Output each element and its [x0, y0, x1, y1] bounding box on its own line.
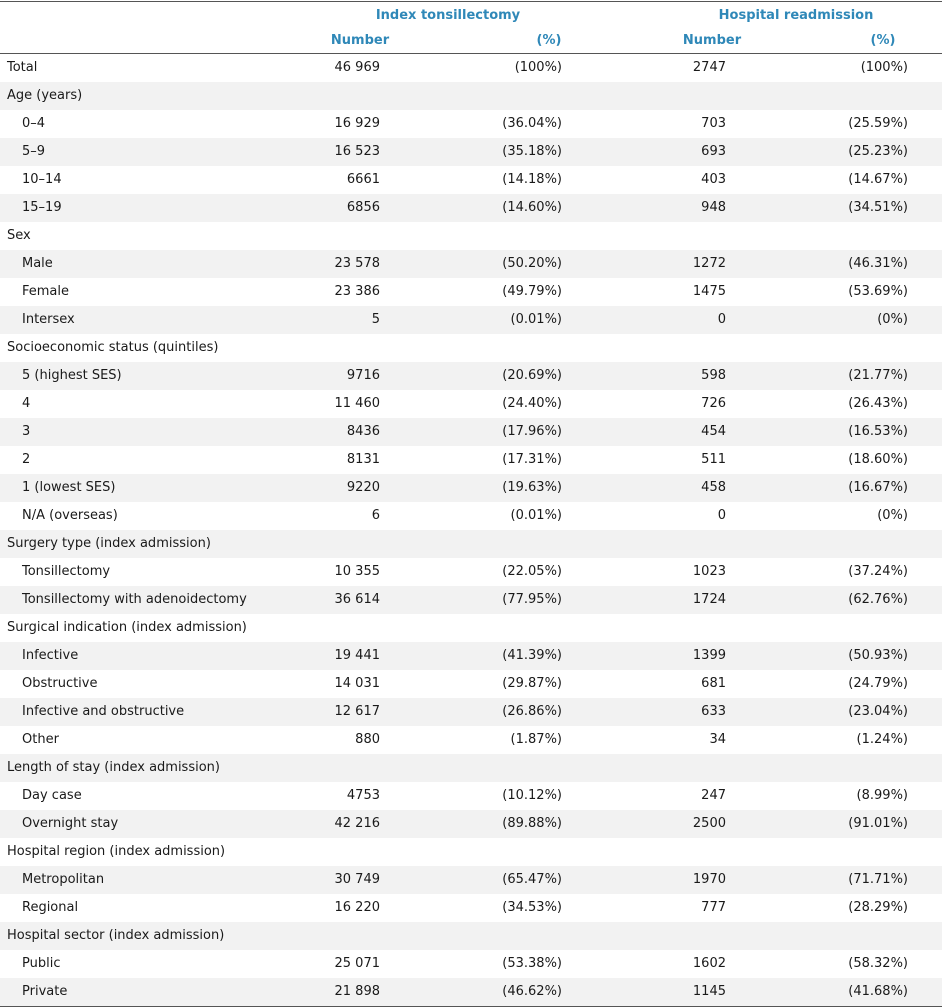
column-header-pct-2: (%)	[870, 33, 896, 48]
table-row	[0, 670, 942, 698]
index-number-cell: 16 523	[334, 144, 380, 159]
readmission-percent-cell: (0%)	[877, 312, 908, 327]
table-body	[0, 54, 942, 1006]
row-label: Female	[22, 284, 70, 299]
readmission-number-cell: 1970	[692, 872, 726, 887]
index-percent-cell: (50.20%)	[502, 256, 562, 271]
table-row	[0, 894, 942, 922]
readmission-number-cell: 1475	[692, 284, 726, 299]
index-percent-cell: (100%)	[514, 60, 562, 75]
row-label: Total	[7, 60, 38, 75]
row-label: Infective and obstructive	[22, 704, 185, 719]
readmission-number-cell: 1145	[692, 984, 726, 999]
readmission-percent-cell: (100%)	[860, 60, 908, 75]
row-label: Other	[22, 732, 59, 747]
readmission-number-cell: 2747	[692, 60, 726, 75]
readmission-percent-cell: (58.32%)	[848, 956, 908, 971]
readmission-percent-cell: (21.77%)	[848, 368, 908, 383]
index-percent-cell: (36.04%)	[502, 116, 562, 131]
table-row	[0, 418, 942, 446]
index-number-cell: 11 460	[334, 396, 380, 411]
category-label: Surgical indication (index admission)	[7, 620, 247, 635]
readmission-percent-cell: (50.93%)	[848, 648, 908, 663]
table-row	[0, 166, 942, 194]
index-percent-cell: (77.95%)	[502, 592, 562, 607]
readmission-percent-cell: (8.99%)	[856, 788, 908, 803]
index-percent-cell: (0.01%)	[510, 312, 562, 327]
category-label: Socioeconomic status (quintiles)	[7, 340, 219, 355]
readmission-number-cell: 777	[701, 900, 726, 915]
index-percent-cell: (49.79%)	[502, 284, 562, 299]
table-header	[0, 2, 942, 54]
category-label: Age (years)	[7, 88, 83, 103]
index-number-cell: 4753	[346, 788, 380, 803]
row-label: 1 (lowest SES)	[22, 480, 116, 495]
index-number-cell: 23 386	[334, 284, 380, 299]
category-row	[0, 614, 942, 642]
index-number-cell: 6	[371, 508, 380, 523]
index-percent-cell: (34.53%)	[502, 900, 562, 915]
category-row	[0, 82, 942, 110]
readmission-percent-cell: (28.29%)	[848, 900, 908, 915]
row-label: 10–14	[22, 172, 62, 187]
row-label: N/A (overseas)	[22, 508, 118, 523]
index-number-cell: 46 969	[334, 60, 380, 75]
index-percent-cell: (89.88%)	[502, 816, 562, 831]
readmission-number-cell: 726	[701, 396, 726, 411]
index-number-cell: 880	[355, 732, 380, 747]
category-row	[0, 222, 942, 250]
index-number-cell: 16 929	[334, 116, 380, 131]
category-row	[0, 334, 942, 362]
group-header-index-tonsillectomy: Index tonsillectomy	[375, 8, 521, 23]
row-label: Tonsillectomy with adenoidectomy	[22, 592, 247, 607]
category-row	[0, 530, 942, 558]
index-percent-cell: (19.63%)	[502, 480, 562, 495]
row-label: Intersex	[22, 312, 75, 327]
index-number-cell: 6856	[346, 200, 380, 215]
group-header-hospital-readmission: Hospital readmission	[718, 8, 874, 23]
readmission-number-cell: 247	[701, 788, 726, 803]
row-label: Private	[22, 984, 68, 999]
row-label: Metropolitan	[22, 872, 105, 887]
index-number-cell: 8436	[346, 424, 380, 439]
category-row	[0, 922, 942, 950]
table-row	[0, 502, 942, 530]
readmission-percent-cell: (37.24%)	[848, 564, 908, 579]
readmission-number-cell: 454	[701, 424, 726, 439]
index-number-cell: 8131	[346, 452, 380, 467]
index-percent-cell: (10.12%)	[502, 788, 562, 803]
readmission-number-cell: 948	[701, 200, 726, 215]
index-percent-cell: (17.96%)	[502, 424, 562, 439]
readmission-number-cell: 693	[701, 144, 726, 159]
readmission-percent-cell: (41.68%)	[848, 984, 908, 999]
category-label: Length of stay (index admission)	[7, 760, 220, 775]
readmission-number-cell: 458	[701, 480, 726, 495]
table-row	[0, 866, 942, 894]
row-label: 3	[22, 424, 31, 439]
table-row	[0, 950, 942, 978]
table-row	[0, 250, 942, 278]
readmission-percent-cell: (24.79%)	[848, 676, 908, 691]
table-row	[0, 782, 942, 810]
category-label: Sex	[7, 228, 31, 243]
index-number-cell: 30 749	[334, 872, 380, 887]
index-percent-cell: (14.60%)	[502, 200, 562, 215]
index-percent-cell: (17.31%)	[502, 452, 562, 467]
table-row	[0, 726, 942, 754]
index-percent-cell: (26.86%)	[502, 704, 562, 719]
readmission-percent-cell: (16.67%)	[848, 480, 908, 495]
row-label: Overnight stay	[22, 816, 119, 831]
table-row	[0, 54, 942, 82]
table-row	[0, 558, 942, 586]
index-number-cell: 5	[371, 312, 380, 327]
readmission-percent-cell: (23.04%)	[848, 704, 908, 719]
row-label: 5–9	[22, 144, 46, 159]
table-row	[0, 138, 942, 166]
index-number-cell: 6661	[346, 172, 380, 187]
readmission-number-cell: 34	[709, 732, 726, 747]
table-row	[0, 810, 942, 838]
table-row	[0, 390, 942, 418]
row-label: Male	[22, 256, 53, 271]
readmission-number-cell: 598	[701, 368, 726, 383]
index-percent-cell: (14.18%)	[502, 172, 562, 187]
readmission-percent-cell: (16.53%)	[848, 424, 908, 439]
row-label: Public	[22, 956, 61, 971]
category-label: Surgery type (index admission)	[7, 536, 211, 551]
readmission-number-cell: 1724	[692, 592, 726, 607]
readmission-number-cell: 0	[717, 508, 726, 523]
readmission-number-cell: 1272	[692, 256, 726, 271]
index-number-cell: 9220	[346, 480, 380, 495]
index-percent-cell: (1.87%)	[510, 732, 562, 747]
readmission-percent-cell: (14.67%)	[848, 172, 908, 187]
readmission-percent-cell: (91.01%)	[848, 816, 908, 831]
table-row	[0, 978, 942, 1006]
readmission-number-cell: 2500	[692, 816, 726, 831]
row-label: 4	[22, 396, 31, 411]
column-header-pct-1: (%)	[536, 33, 562, 48]
readmission-number-cell: 681	[701, 676, 726, 691]
category-row	[0, 754, 942, 782]
table-row	[0, 474, 942, 502]
index-percent-cell: (46.62%)	[502, 984, 562, 999]
readmission-percent-cell: (71.71%)	[848, 872, 908, 887]
index-percent-cell: (35.18%)	[502, 144, 562, 159]
index-number-cell: 42 216	[334, 816, 380, 831]
readmission-number-cell: 633	[701, 704, 726, 719]
index-number-cell: 25 071	[334, 956, 380, 971]
index-number-cell: 19 441	[334, 648, 380, 663]
row-label: Regional	[22, 900, 79, 915]
readmission-percent-cell: (1.24%)	[856, 732, 908, 747]
column-header-number-2: Number	[682, 33, 742, 48]
index-number-cell: 16 220	[334, 900, 380, 915]
readmission-number-cell: 403	[701, 172, 726, 187]
row-label: Day case	[22, 788, 82, 803]
table-row	[0, 362, 942, 390]
readmission-percent-cell: (62.76%)	[848, 592, 908, 607]
table-row	[0, 642, 942, 670]
row-label: Obstructive	[22, 676, 98, 691]
row-label: 15–19	[22, 200, 62, 215]
index-number-cell: 23 578	[334, 256, 380, 271]
index-number-cell: 36 614	[334, 592, 380, 607]
readmission-percent-cell: (26.43%)	[848, 396, 908, 411]
table-row	[0, 110, 942, 138]
readmission-number-cell: 0	[717, 312, 726, 327]
index-percent-cell: (53.38%)	[502, 956, 562, 971]
index-percent-cell: (65.47%)	[502, 872, 562, 887]
table-row	[0, 698, 942, 726]
table-row	[0, 278, 942, 306]
index-number-cell: 10 355	[334, 564, 380, 579]
readmission-percent-cell: (25.23%)	[848, 144, 908, 159]
category-label: Hospital region (index admission)	[7, 844, 226, 859]
row-label: 0–4	[22, 116, 46, 131]
readmission-percent-cell: (53.69%)	[848, 284, 908, 299]
index-percent-cell: (41.39%)	[502, 648, 562, 663]
readmission-number-cell: 1399	[692, 648, 726, 663]
index-percent-cell: (20.69%)	[502, 368, 562, 383]
readmission-percent-cell: (46.31%)	[848, 256, 908, 271]
readmission-percent-cell: (34.51%)	[848, 200, 908, 215]
data-table	[0, 1, 942, 1007]
row-label: Tonsillectomy	[22, 564, 111, 579]
index-number-cell: 14 031	[334, 676, 380, 691]
readmission-percent-cell: (25.59%)	[848, 116, 908, 131]
index-number-cell: 12 617	[334, 704, 380, 719]
index-number-cell: 9716	[346, 368, 380, 383]
readmission-number-cell: 703	[701, 116, 726, 131]
column-header-number-1: Number	[330, 33, 390, 48]
readmission-percent-cell: (0%)	[877, 508, 908, 523]
category-label: Hospital sector (index admission)	[7, 928, 225, 943]
table-row	[0, 586, 942, 614]
readmission-number-cell: 511	[701, 452, 726, 467]
readmission-percent-cell: (18.60%)	[848, 452, 908, 467]
index-percent-cell: (24.40%)	[502, 396, 562, 411]
row-label: 2	[22, 452, 31, 467]
row-label: 5 (highest SES)	[22, 368, 122, 383]
row-label: Infective	[22, 648, 79, 663]
table-row	[0, 306, 942, 334]
category-row	[0, 838, 942, 866]
index-percent-cell: (29.87%)	[502, 676, 562, 691]
index-percent-cell: (22.05%)	[502, 564, 562, 579]
readmission-number-cell: 1602	[692, 956, 726, 971]
readmission-number-cell: 1023	[692, 564, 726, 579]
index-percent-cell: (0.01%)	[510, 508, 562, 523]
index-number-cell: 21 898	[334, 984, 380, 999]
table-row	[0, 194, 942, 222]
table-row	[0, 446, 942, 474]
